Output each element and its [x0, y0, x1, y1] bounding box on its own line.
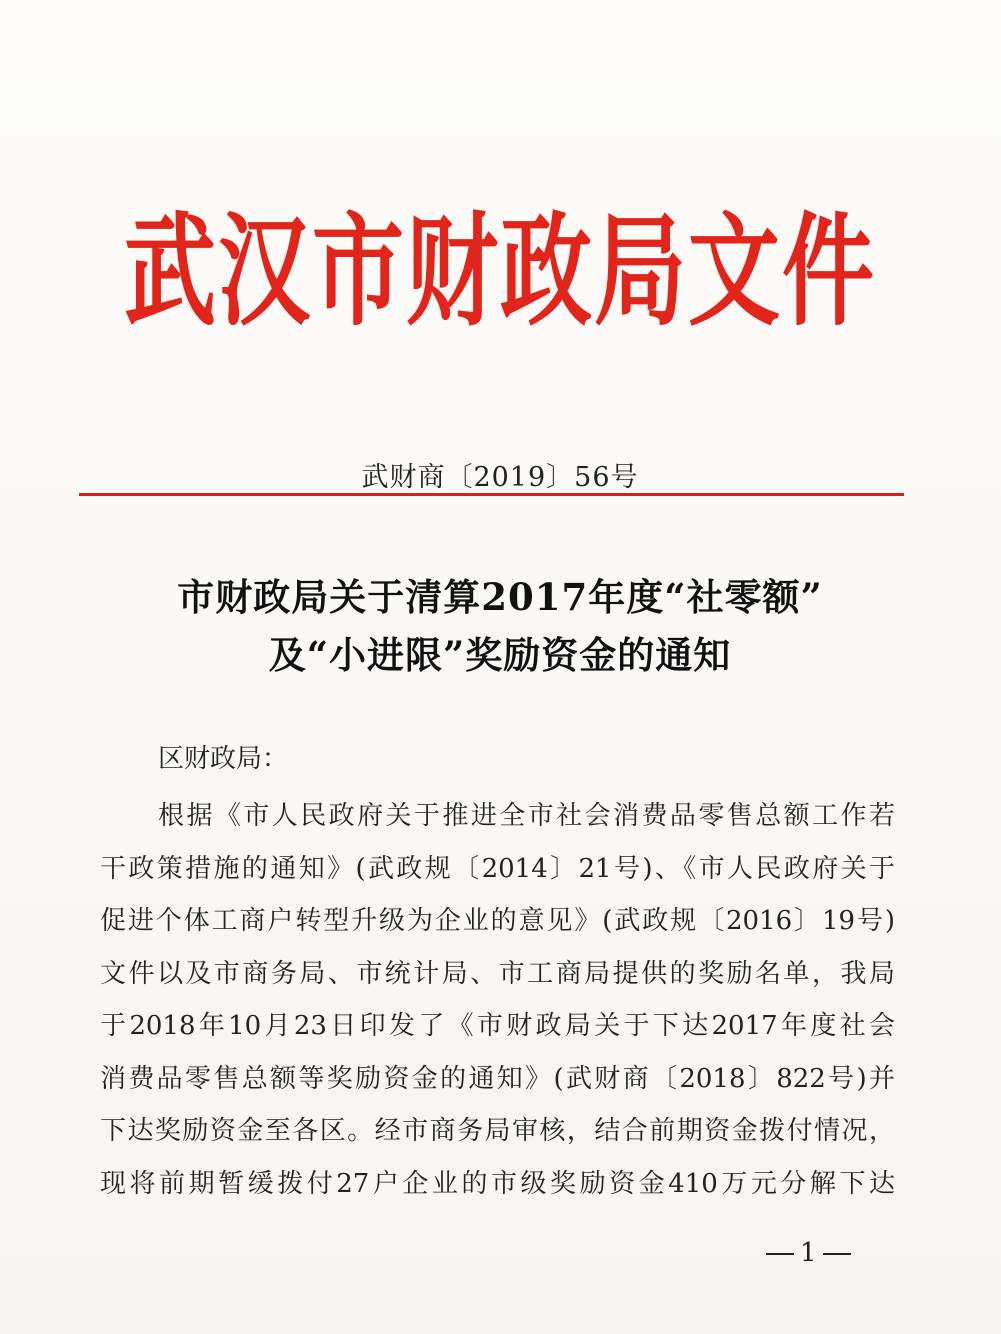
salutation: 区财政局：: [158, 744, 289, 774]
page-number-value: 1: [800, 1238, 817, 1268]
body-line: 根据《市人民政府关于推进全市社会消费品零售总额工作若: [158, 801, 895, 831]
body-line: 促进个体工商户转型升级为企业的意见》(武政规〔2016〕19号): [100, 906, 895, 936]
document-number: 武财商〔2019〕56号: [361, 462, 639, 493]
body-line: 消费品零售总额等奖励资金的通知》(武财商〔2018〕822号)并: [100, 1063, 895, 1094]
body-line: 干政策措施的通知》(武政规〔2014〕21号)、《市人民政府关于: [100, 853, 895, 884]
body-line: 现将前期暂缓拨付27户企业的市级奖励资金410万元分解下达: [100, 1168, 895, 1199]
page-number-dash-left: [766, 1253, 794, 1255]
body-line: 下达奖励资金至各区。经市商务局审核，结合前期资金拨付情况，: [100, 1116, 895, 1146]
body-line: 文件以及市商务局、市统计局、市工商局提供的奖励名单，我局: [100, 958, 895, 989]
notice-title: [60, 568, 940, 684]
letterhead-title: 武汉市财政局文件: [123, 201, 876, 343]
page-number: [760, 1238, 857, 1268]
body-text: [100, 790, 895, 1210]
red-divider-line: [79, 493, 904, 496]
notice-title-line-1: 市财政局关于清算2017年度“社零额”: [177, 575, 823, 619]
notice-title-line-2: 及“小进限”奖励资金的通知: [268, 633, 732, 677]
page-number-dash-right: [823, 1253, 851, 1255]
body-line: 于2018年10月23日印发了《市财政局关于下达2017年度社会: [100, 1011, 895, 1041]
